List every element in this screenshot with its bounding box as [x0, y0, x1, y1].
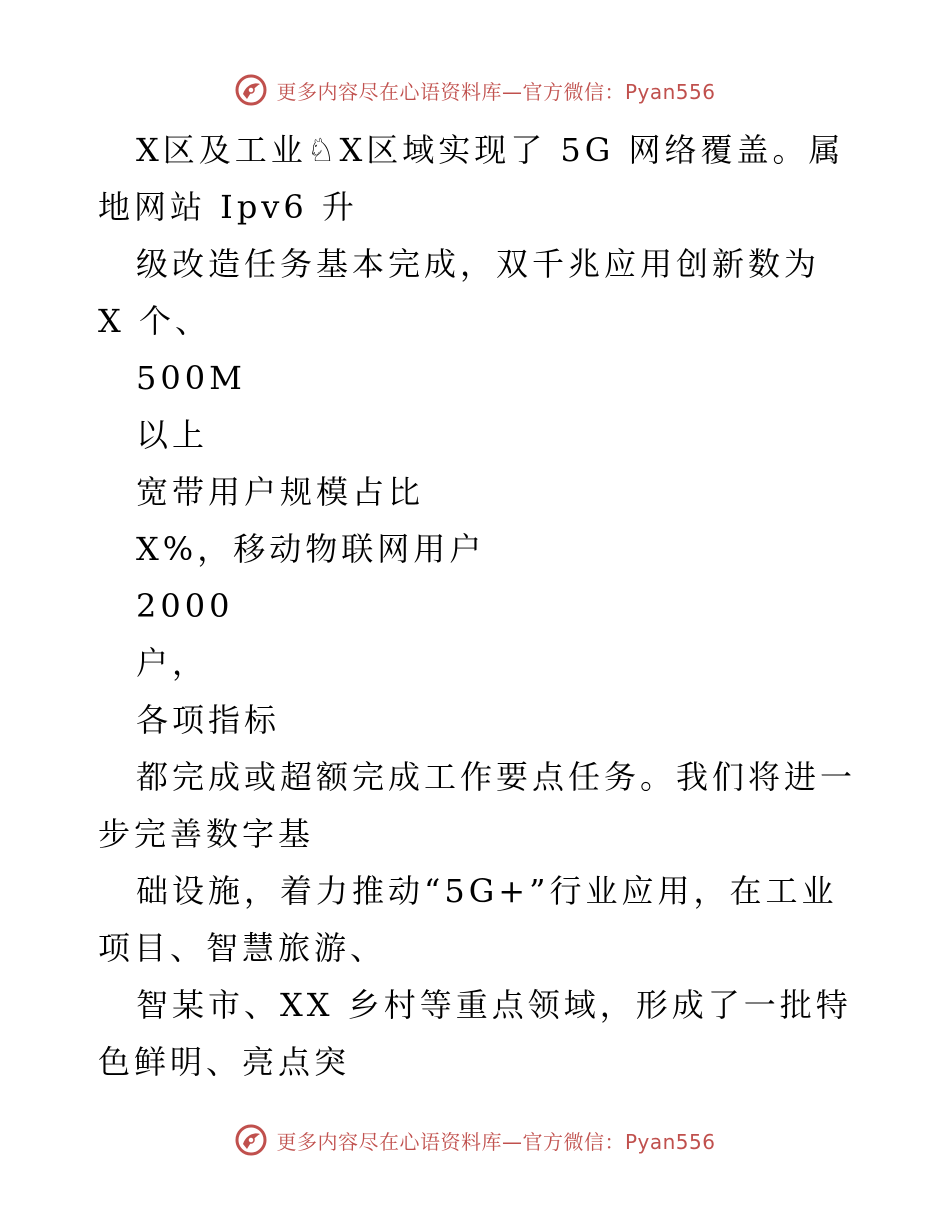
header-banner-text: 更多内容尽在心语资料库—官方微信：Pyan556 — [276, 79, 716, 104]
paragraph-1: X区及工业♘X区域实现了 5G 网络覆盖。属地网站 Ipv6 升 — [98, 131, 845, 226]
paragraph-8: 户， — [136, 644, 209, 682]
footer-banner-text: 更多内容尽在心语资料库—官方微信：Pyan556 — [276, 1129, 716, 1154]
paragraph-3: 500M — [136, 359, 246, 397]
logo-icon — [234, 1123, 268, 1157]
paragraph-9: 各项指标 — [136, 701, 281, 739]
paragraph-10: 都完成或超额完成工作要点任务。我们将进一步完善数字基 — [98, 758, 857, 853]
header-banner — [0, 70, 950, 110]
paragraph-6: X%，移动物联网用户 — [136, 530, 486, 568]
paragraph-12: 智某市、XX 乡村等重点领域，形成了一批特色鲜明、亮点突 — [98, 986, 852, 1081]
footer-banner — [0, 1120, 950, 1160]
paragraph-11: 础设施，着力推动“5G+”行业应用，在工业项目、智慧旅游、 — [98, 872, 838, 967]
logo-icon — [234, 73, 268, 107]
paragraph-2: 级改造任务基本完成，双千兆应用创新数为 X 个、 — [98, 245, 821, 340]
document-body — [98, 122, 858, 1091]
paragraph-5: 宽带用户规模占比 — [136, 473, 425, 511]
paragraph-7: 2000 — [136, 587, 234, 625]
paragraph-4: 以上 — [136, 416, 209, 454]
